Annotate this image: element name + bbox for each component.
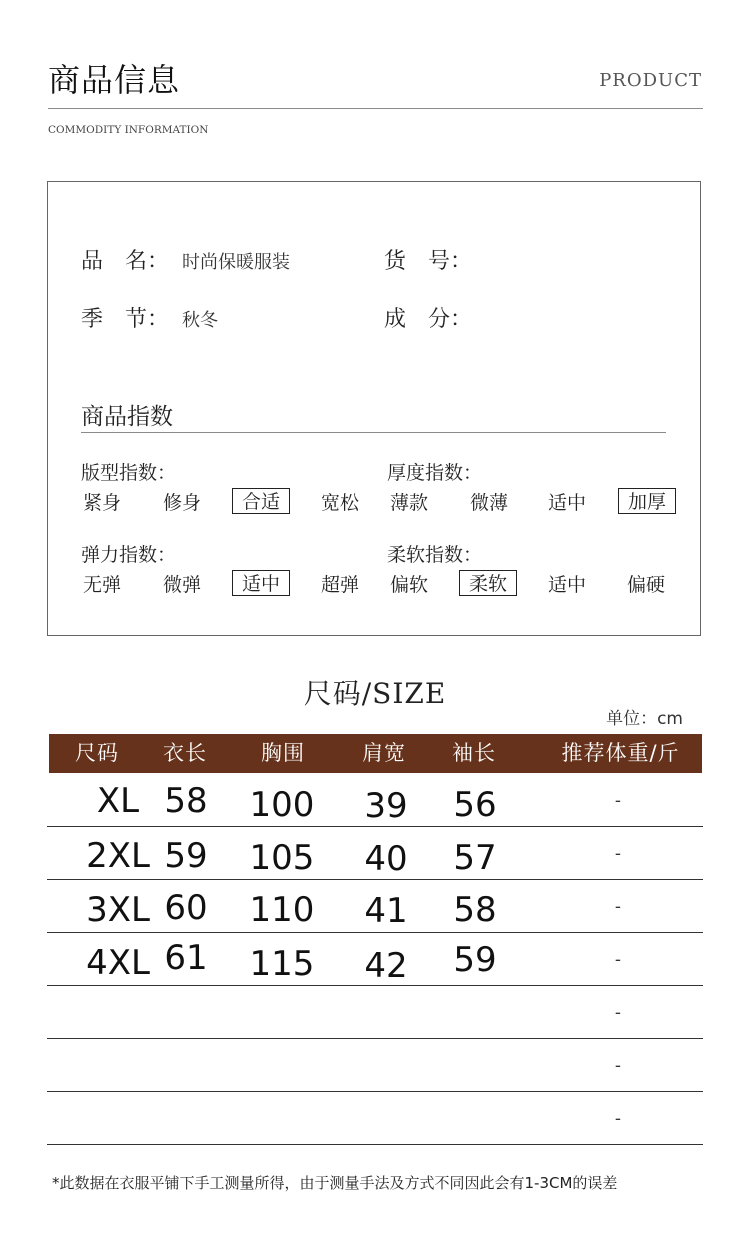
fit-option: 紧身 xyxy=(82,492,121,514)
table-cell: 59 xyxy=(164,836,208,876)
table-cell: 105 xyxy=(249,838,315,878)
index-section-title: 商品指数 xyxy=(81,404,173,430)
weight-cell: - xyxy=(614,950,622,970)
table-cell: 42 xyxy=(364,946,408,986)
table-cell: 60 xyxy=(164,888,208,928)
table-row xyxy=(47,1040,703,1092)
weight-cell: - xyxy=(614,791,622,811)
unit-label: 单位：cm xyxy=(606,709,683,729)
table-cell: 2XL xyxy=(86,836,150,876)
table-cell: 59 xyxy=(453,940,497,980)
table-cell: 3XL xyxy=(86,890,150,930)
table-cell: 56 xyxy=(453,785,497,825)
column-header: 衣长 xyxy=(163,741,207,765)
elasticity-option: 无弹 xyxy=(82,574,121,596)
fit-option: 修身 xyxy=(162,492,201,514)
column-header: 肩宽 xyxy=(362,741,406,765)
table-row xyxy=(47,881,703,933)
table-cell: 39 xyxy=(364,786,408,826)
column-header: 胸围 xyxy=(261,741,305,765)
weight-cell: - xyxy=(614,1109,622,1129)
fit-option: 宽松 xyxy=(320,492,359,514)
name-value: 时尚保暖服装 xyxy=(182,252,290,273)
page-title: 商品信息 xyxy=(48,61,181,99)
table-cell: 41 xyxy=(364,891,408,931)
thickness-option: 适中 xyxy=(547,492,586,514)
softness-option: 偏硬 xyxy=(626,574,665,596)
table-cell: 110 xyxy=(249,890,315,930)
column-header: 尺码 xyxy=(75,741,119,765)
table-cell: 58 xyxy=(164,781,208,821)
column-header: 袖长 xyxy=(452,741,496,765)
thickness-index-label: 厚度指数： xyxy=(387,462,483,484)
commodity-subtitle: COMMODITY INFORMATION xyxy=(48,124,209,136)
table-cell: 40 xyxy=(364,839,408,879)
elasticity-option: 超弹 xyxy=(320,574,359,596)
table-row xyxy=(47,775,703,827)
table-cell: XL xyxy=(96,781,140,821)
material-label: 成 分： xyxy=(384,307,473,332)
table-cell: 115 xyxy=(249,944,315,984)
softness-option: 柔软 xyxy=(459,570,517,596)
thickness-option: 加厚 xyxy=(618,488,676,514)
weight-cell: - xyxy=(614,1056,622,1076)
name-label: 品 名： xyxy=(81,249,170,274)
weight-cell: - xyxy=(614,897,622,917)
thickness-option: 薄款 xyxy=(389,492,428,514)
product-label: PRODUCT xyxy=(599,70,702,91)
size-table-header xyxy=(49,734,702,773)
item-no-label: 货 号： xyxy=(384,249,473,274)
fit-index-label: 版型指数： xyxy=(81,462,177,484)
season-label: 季 节： xyxy=(81,307,170,332)
softness-option: 适中 xyxy=(547,574,586,596)
weight-cell: - xyxy=(614,844,622,864)
measurement-footnote: *此数据在衣服平铺下手工测量所得，由于测量手法及方式不同因此会有1-3CM的误差 xyxy=(52,1174,618,1192)
table-row xyxy=(47,1093,703,1145)
table-cell: 100 xyxy=(249,785,315,825)
weight-cell: - xyxy=(614,1003,622,1023)
table-row xyxy=(47,987,703,1039)
softness-option: 偏软 xyxy=(389,574,428,596)
table-cell: 58 xyxy=(453,890,497,930)
header-divider xyxy=(48,108,703,109)
table-row xyxy=(47,934,703,986)
thickness-option: 微薄 xyxy=(469,492,508,514)
fit-option: 合适 xyxy=(232,488,290,514)
elasticity-option: 微弹 xyxy=(162,574,201,596)
table-row xyxy=(47,828,703,880)
index-section-divider xyxy=(81,432,666,433)
table-cell: 4XL xyxy=(86,943,150,983)
elasticity-option: 适中 xyxy=(232,570,290,596)
size-title: 尺码/SIZE xyxy=(303,677,447,710)
column-header: 推荐体重/斤 xyxy=(561,741,680,765)
elasticity-index-label: 弹力指数： xyxy=(81,544,177,566)
table-cell: 61 xyxy=(164,938,208,978)
season-value: 秋冬 xyxy=(182,310,218,331)
table-cell: 57 xyxy=(453,838,497,878)
softness-index-label: 柔软指数： xyxy=(387,544,483,566)
